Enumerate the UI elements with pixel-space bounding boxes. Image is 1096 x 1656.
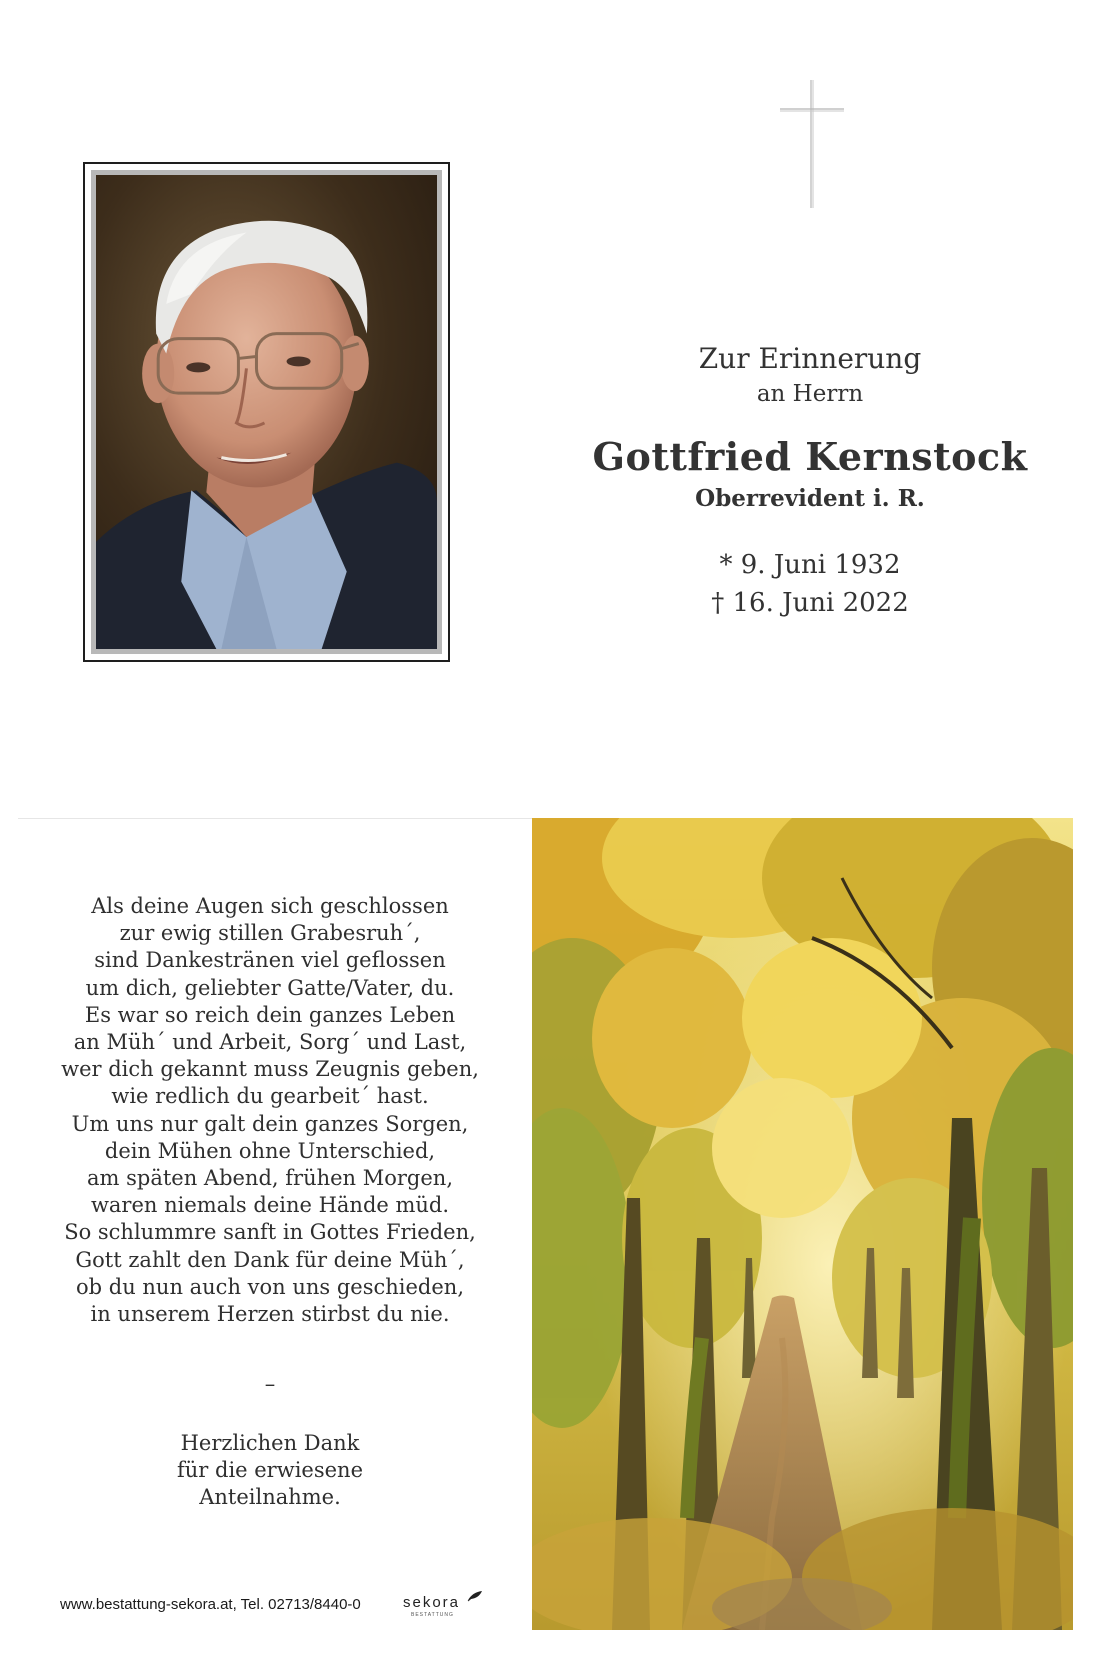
section-separator: – [264,1372,276,1396]
memorial-heading [560,340,1060,622]
life-dates [560,546,1060,622]
poem-line: zur ewig stillen Grabesruh´, [119,921,421,946]
poem [40,893,500,1328]
remembrance-line: Zur Erinnerung [698,342,922,375]
thanks-note [40,1430,500,1511]
cross-icon [780,80,844,208]
death-date: † 16. Juni 2022 [711,588,909,618]
poem-line: am späten Abend, frühen Morgen, [86,1166,453,1191]
thanks-line: Anteilnahme. [199,1485,341,1509]
poem-line: sind Dankestränen viel geflossen [94,948,446,973]
autumn-forest-image [532,818,1073,1630]
poem-line: ob du nun auch von uns geschieden, [75,1274,465,1299]
poem-line: waren niemals deine Hände müd. [90,1193,450,1218]
poem-line: Gott zahlt den Dank für deine Müh´, [75,1247,465,1272]
poem-line: Es war so reich dein ganzes Leben [84,1002,456,1027]
deceased-name: Gottfried Kernstock [592,434,1028,479]
logo-subtitle: BESTATTUNG [411,1612,454,1618]
birth-date: * 9. Juni 1932 [719,550,901,580]
poem-line: Als deine Augen sich geschlossen [91,894,449,918]
poem-line: dein Mühen ohne Unterschied, [104,1138,436,1163]
thanks-line: für die erwiesene [176,1458,364,1482]
poem-line: an Müh´ und Arbeit, Sorg´ und Last, [73,1030,467,1055]
poem-line: Um uns nur galt dein ganzes Sorgen, [71,1111,469,1136]
funeral-home-contact: www.bestattung-sekora.at, Tel. 02713/8440-0 [60,1596,361,1613]
funeral-home-logo [403,1590,483,1622]
fold-divider [18,818,538,819]
portrait-frame [83,162,450,662]
salutation-line: an Herrn [756,381,864,407]
poem-line: um dich, geliebter Gatte/Vater, du. [85,975,455,1000]
poem-line: in unserem Herzen stirbst du nie. [90,1302,450,1327]
leaf-icon [467,1590,483,1602]
deceased-title: Oberrevident i. R. [695,485,925,512]
logo-wordmark: sekora [403,1594,461,1611]
thanks-line: Herzlichen Dank [180,1431,360,1455]
poem-line: wie redlich du gearbeit´ hast. [111,1084,429,1109]
poem-line: wer dich gekannt muss Zeugnis geben, [61,1057,479,1082]
portrait-photo [91,170,442,654]
poem-line: So schlummre sanft in Gottes Frieden, [64,1220,476,1245]
